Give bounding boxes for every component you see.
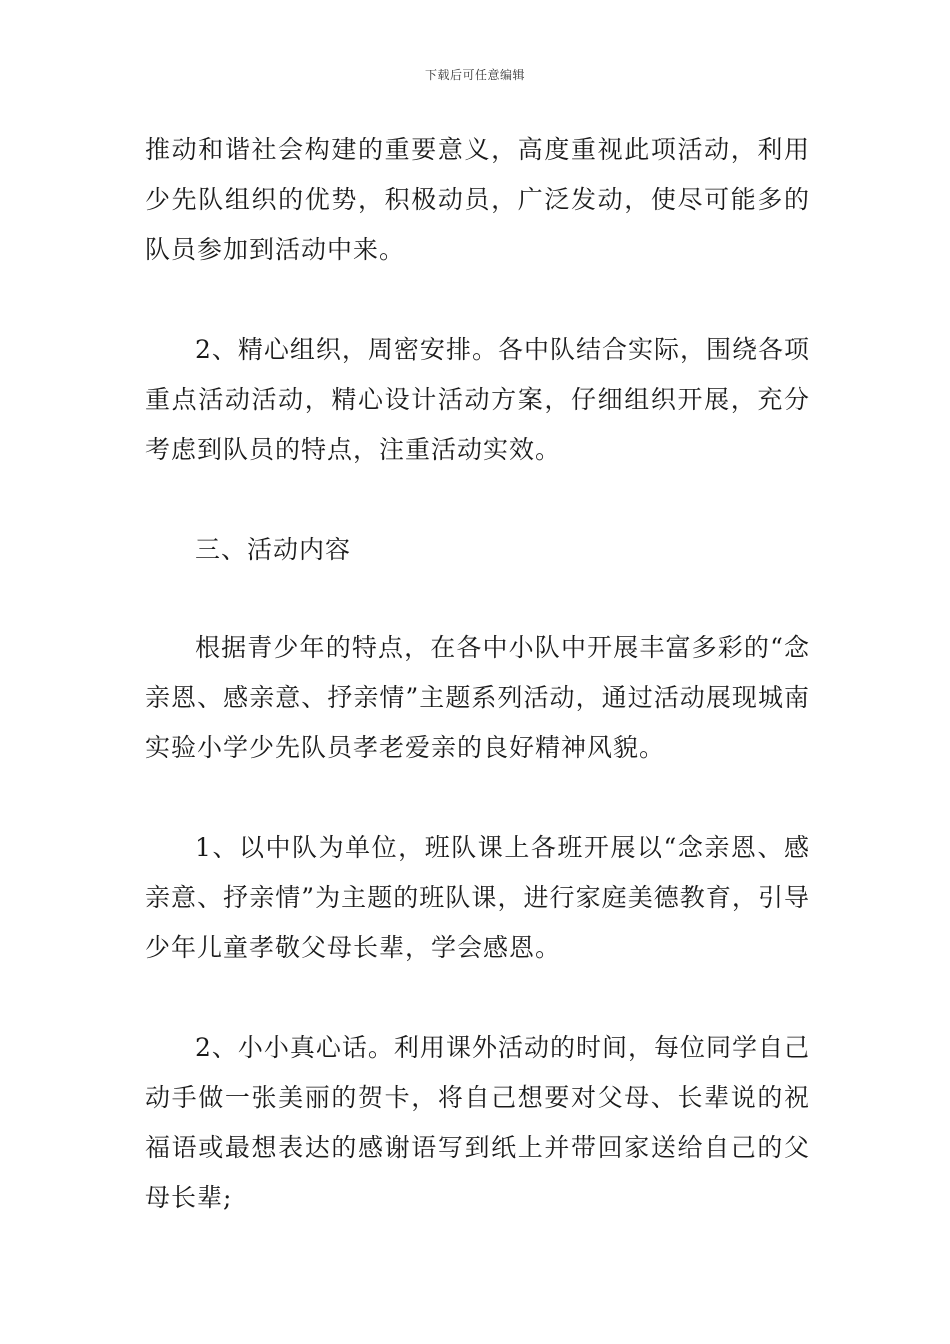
page-header-note: 下载后可任意编辑 [424,68,525,82]
paragraph-organize: 2、精心组织，周密安排。各中队结合实际，围绕各项重点活动活动，精心设计活动方案，仔细组织开展，充分考虑到队员的特点，注重活动实效。 [145,335,810,464]
paragraph-item-2: 2、小小真心话。利用课外活动的时间，每位同学自己动手做一张美丽的贺卡，将自己想要对父母、长辈说的祝福语或最想表达的感谢语写到纸上并带回家送给自己的父母长辈; [145,1033,810,1212]
paragraph-intro: 根据青少年的特点，在各中小队中开展丰富多彩的“念亲恩、感亲意、抒亲情”主题系列活动，通过活动展现城南实验小学少先队员孝老爱亲的良好精神风貌。 [145,633,810,762]
paragraph-item-1: 1、以中队为单位，班队课上各班开展以“念亲恩、感亲意、抒亲情”为主题的班队课，进行家庭美德教育，引导少年儿童孝敬父母长辈，学会感恩。 [145,833,810,962]
paragraph-continuation: 推动和谐社会构建的重要意义，高度重视此项活动，利用少先队组织的优势，积极动员，广泛发动，使尽可能多的队员参加到活动中来。 [145,135,810,264]
section-heading-activity-content: 三、活动内容 [195,535,352,564]
